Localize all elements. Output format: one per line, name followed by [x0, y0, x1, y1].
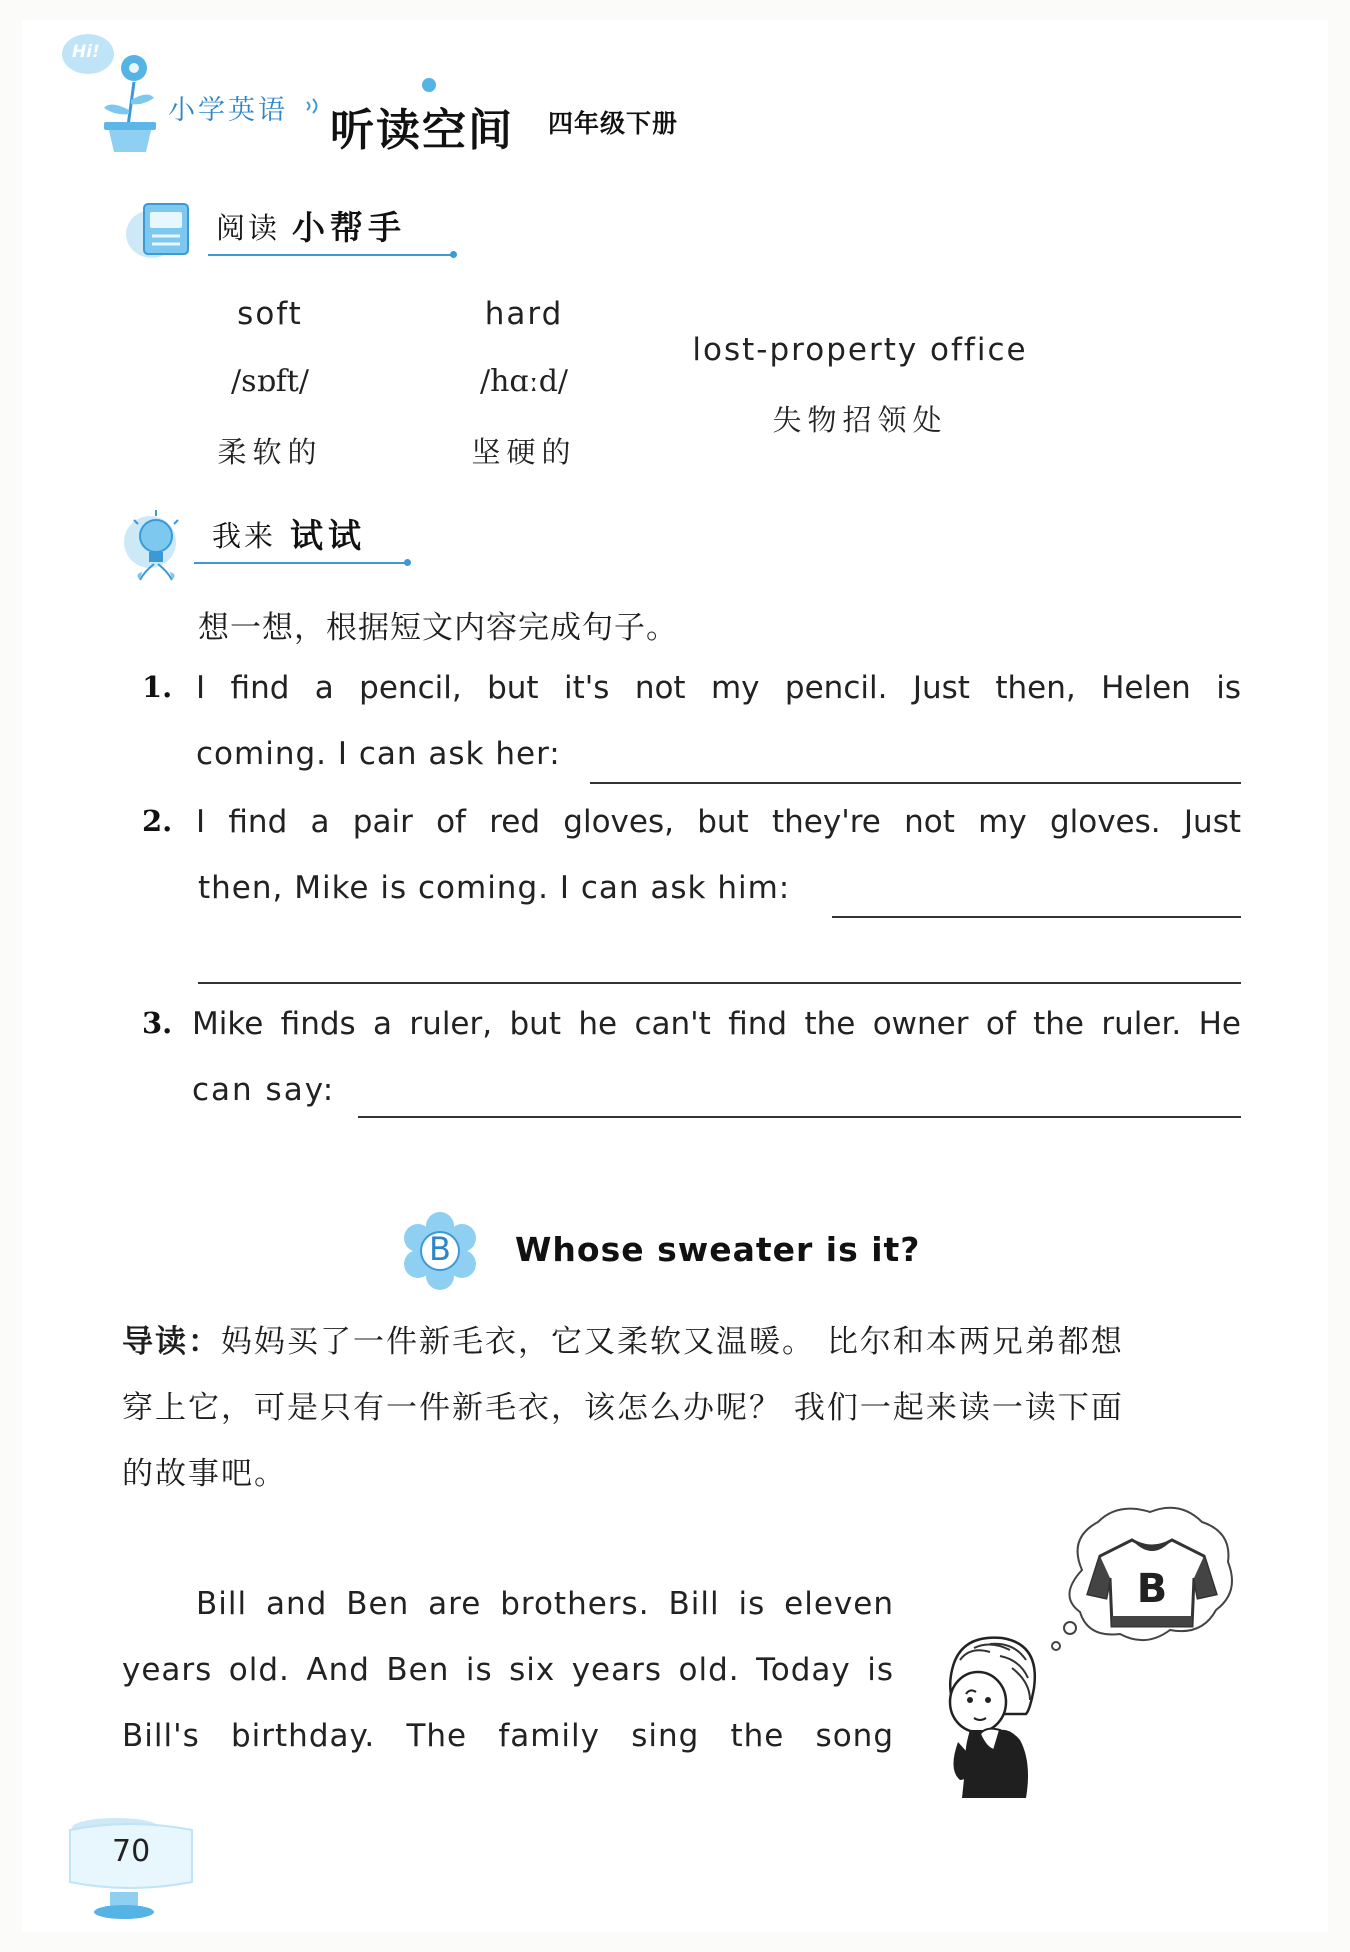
try-it-section — [0, 500, 1350, 1140]
sweater-letter: B — [1136, 1566, 1168, 1612]
story-line: Bill and Ben are brothers. Bill is eleven — [196, 1586, 894, 1622]
vocab-phonetic: /sɒft/ — [231, 364, 309, 399]
thinking-boy-illustration — [930, 1630, 1050, 1810]
lightbulb-icon — [120, 508, 190, 584]
book-icon — [124, 196, 198, 262]
header — [0, 0, 1350, 160]
story-line: Bill's birthday. The family sing the song — [122, 1718, 894, 1754]
answer-blank[interactable] — [590, 782, 1241, 784]
header-badge: Hi! — [72, 42, 100, 62]
header-grade: 四年级下册 — [548, 109, 679, 138]
item-number: 1. — [142, 670, 173, 704]
lead-line-1 — [122, 1316, 1124, 1361]
part-b-badge-letter: B — [429, 1230, 451, 1268]
reading-helper-underline-dot — [450, 251, 457, 258]
vocab-meaning: 坚硬的 — [471, 435, 577, 469]
vocab-meaning: 柔软的 — [217, 435, 323, 469]
page-number: 70 — [112, 1834, 151, 1869]
vocab-phonetic: /hɑːd/ — [479, 364, 569, 399]
vocab-word: lost-property office — [692, 332, 1028, 368]
answer-blank[interactable] — [832, 916, 1241, 918]
lead-line-2: 穿上它，可是只有一件新毛衣，该怎么办呢？ 我们一起来读一读下面 — [122, 1390, 1124, 1426]
answer-blank[interactable] — [198, 982, 1241, 984]
item-text-line1: I find a pencil, but it's not my pencil. Just then, Helen is — [196, 670, 1241, 706]
story-line: years old. And Ben is six years old. Today is — [122, 1652, 894, 1688]
item-text-line1: Mike finds a ruler, but he can't find the owner of the ruler. He — [192, 1006, 1241, 1042]
lead-label: 导读： — [122, 1324, 221, 1360]
lead-text: 妈妈买了一件新毛衣，它又柔软又温暖。 比尔和本两兄弟都想 — [221, 1324, 1124, 1360]
item-text-line2: coming. I can ask her: — [196, 736, 561, 772]
lead-line-3: 的故事吧。 — [122, 1456, 287, 1492]
try-it-title-b: 试试 — [290, 516, 366, 555]
header-title: 听读空间 — [330, 105, 514, 156]
answer-blank[interactable] — [358, 1116, 1241, 1118]
item-number: 3. — [142, 1006, 173, 1040]
reading-helper-underline — [208, 254, 454, 256]
reading-helper-title-b: 小帮手 — [292, 208, 406, 247]
header-title-dot-icon — [422, 78, 436, 92]
try-it-instruction: 想一想，根据短文内容完成句子。 — [198, 610, 678, 646]
try-it-underline — [194, 562, 408, 564]
item-number: 2. — [142, 804, 173, 838]
vocab-word: hard — [484, 296, 564, 332]
vocab-word: soft — [237, 296, 303, 332]
try-it-underline-dot — [404, 559, 411, 566]
sound-wave-icon — [303, 96, 327, 116]
reading-helper-title-a: 阅读 — [216, 211, 281, 245]
item-text-line2: can say: — [192, 1072, 336, 1108]
header-series: 小学英语 — [168, 95, 288, 126]
vocab-meaning: 失物招领处 — [772, 403, 948, 437]
part-b-title: Whose sweater is it? — [515, 1230, 921, 1269]
try-it-title-a: 我来 — [212, 519, 277, 553]
item-text-line1: I find a pair of red gloves, but they're not my gloves. Just — [196, 804, 1241, 840]
item-text-line2: then, Mike is coming. I can ask him: — [198, 870, 791, 906]
reading-helper-section — [0, 190, 1350, 480]
